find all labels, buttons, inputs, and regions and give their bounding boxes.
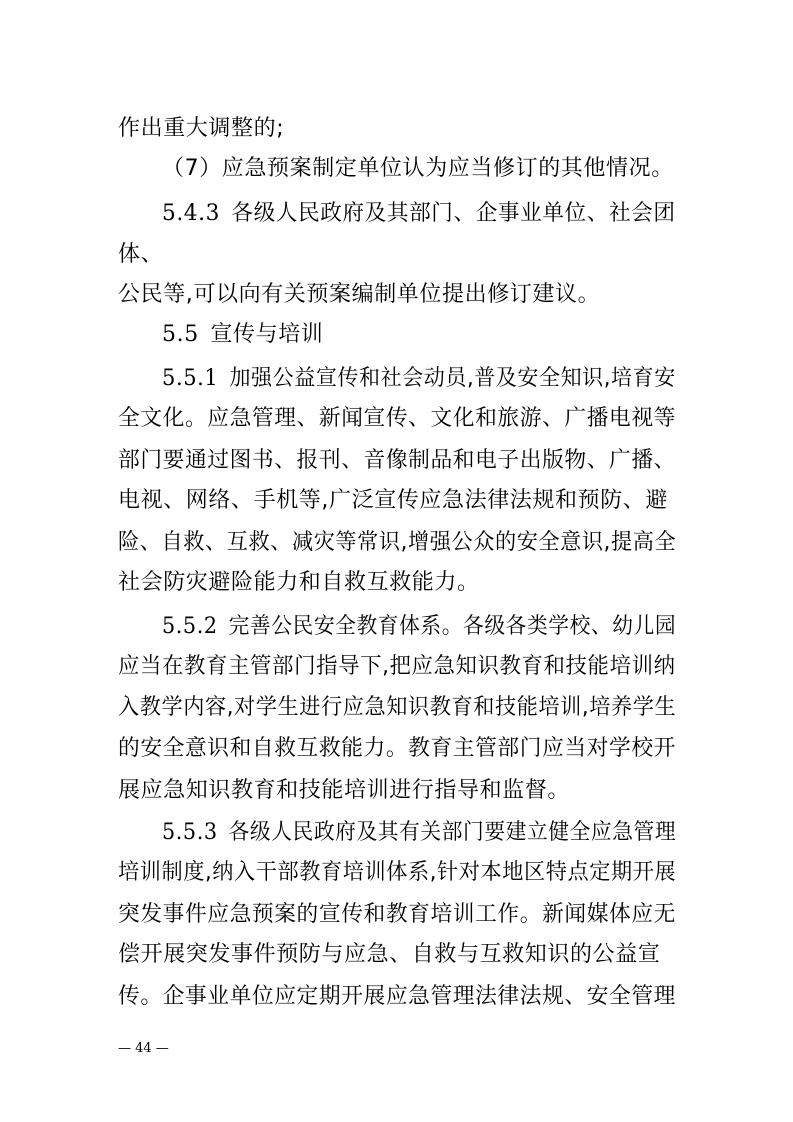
text-line: 展应急知识教育和技能培训进行指导和监督。: [118, 778, 571, 803]
text-line: 公民等,可以向有关预案编制单位提出修订建议。: [118, 282, 601, 307]
text-line: 应当在教育主管部门指导下,把应急知识教育和技能培训纳: [118, 654, 676, 679]
clause-number: 5.5.3: [162, 820, 218, 845]
clause-5-4-3-first-line: [162, 199, 676, 229]
text-line: 入教学内容,对学生进行应急知识教育和技能培训,培养学生: [118, 695, 677, 720]
text-line: 险、自救、互救、减灾等常识,增强公众的安全意识,提高全: [118, 530, 677, 555]
text-line: 体、: [118, 242, 164, 267]
text-line: 突发事件应急预案的宣传和教育培训工作。新闻媒体应无: [118, 902, 677, 927]
clause-number: 5.4.3: [162, 201, 220, 226]
text-line: 完善公民安全教育体系。各级各类学校、幼儿园: [228, 614, 677, 639]
text-line: 作出重大调整的;: [118, 116, 285, 141]
text-line: 传。企事业单位应定期开展应急管理法律法规、安全管理: [118, 984, 677, 1009]
section-title: 宣传与培训: [210, 322, 324, 347]
clause-number: 5.5.2: [162, 614, 218, 639]
text-line: （7）应急预案制定单位认为应当修订的其他情况。: [162, 156, 674, 181]
text-line: 各级人民政府及其有关部门要建立健全应急管理: [228, 820, 677, 845]
text-line: 各级人民政府及其部门、企事业单位、社会团: [231, 201, 676, 226]
clause-5-5-1-first-line: [162, 364, 676, 394]
text-line: 加强公益宣传和社会动员,普及安全知识,培育安: [229, 366, 676, 391]
text-line: 社会防灾避险能力和自救互救能力。: [118, 570, 480, 595]
text-line: 部门要通过图书、报刊、音像制品和电子出版物、广播、: [118, 448, 677, 473]
clause-5-5-2-first-line: [162, 612, 676, 642]
clause-5-5-3-first-line: [162, 818, 676, 848]
text-line: 培训制度,纳入干部教育培训体系,针对本地区特点定期开展: [118, 860, 677, 885]
section-heading-5-5: [162, 320, 323, 350]
page-number: — 44 —: [118, 1041, 169, 1056]
section-number: 5.5: [162, 322, 199, 347]
clause-number: 5.5.1: [162, 366, 219, 391]
text-line: 电视、网络、手机等,广泛宣传应急法律法规和预防、避: [118, 488, 668, 513]
text-line: 的安全意识和自救互救能力。教育主管部门应当对学校开: [118, 736, 677, 761]
text-line: 偿开展突发事件预防与应急、自救与互救知识的公益宣: [118, 942, 661, 967]
text-line: 全文化。应急管理、新闻宣传、文化和旅游、广播电视等: [118, 406, 677, 431]
